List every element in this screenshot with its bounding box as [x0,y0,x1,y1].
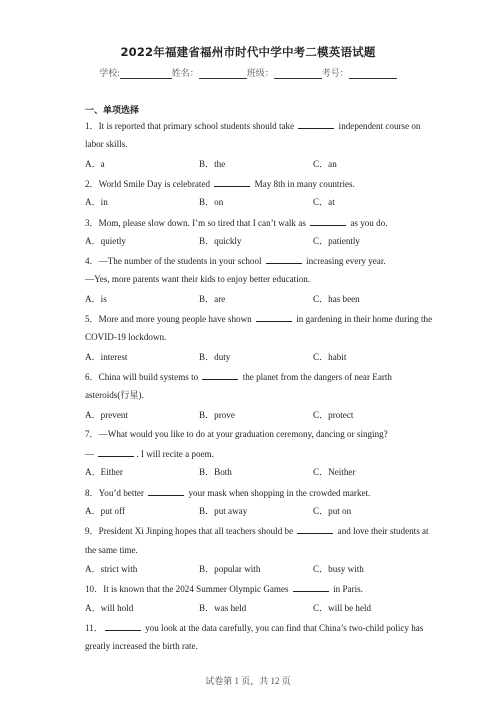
student-info-row [0,66,496,79]
question-text: — [85,449,97,460]
answer-blank [148,487,184,496]
question-text: independent course on [336,121,421,131]
question-line [85,371,392,383]
question-line [85,390,144,401]
question-line [85,525,429,537]
question-text: 5．More and more young people have shown [85,314,254,324]
question-line [85,487,370,499]
name-label: 姓名： [171,68,199,78]
question-text: your mask when shopping in the crowded market. [186,487,371,498]
answer-option: A．a [85,158,105,169]
school-blank [120,69,172,79]
question-text: COVID-19 lockdown. [85,332,167,343]
answer-option: C．protect [313,409,354,420]
question-line [85,583,363,595]
question-text: greatly increased the birth rate. [85,641,198,652]
question-text: 8．You’d better [85,487,147,498]
question-line [85,217,388,229]
question-line [85,139,127,150]
question-line [85,622,423,634]
question-text: you look at the data carefully, you can find that China’s two-child policy has [142,622,424,633]
question-text: 10．It is known that the 2024 Summer Olympic Games [85,584,291,595]
question-text: 11． [85,622,103,633]
answer-option: C．put on [313,506,352,516]
answer-option: C．an [313,158,337,169]
question-line [85,448,214,460]
question-text: the planet from the dangers of near Earth [240,371,392,382]
answer-option: B．was held [199,602,247,613]
answer-blank [202,371,238,380]
question-text: as you do. [348,217,388,228]
answer-option: A．Either [85,467,123,478]
answer-option: B．prove [199,409,235,420]
answer-option: C．has been [313,293,360,304]
answer-option: A．strict with [85,563,138,574]
page-title: 2022年福建省福州市时代中学中考二模英语试题 [120,45,376,59]
question-text: 3．Mom, please slow down. I’m so tired that I can’t walk as [85,217,309,228]
answer-option: C．patiently [313,235,360,246]
question-text: increasing every year. [303,256,386,267]
school-label: 学校: [99,68,120,78]
exam-no-blank [349,69,397,79]
question-line [85,429,388,440]
answer-option: B．are [199,293,226,304]
answer-blank [214,178,250,187]
question-text: 9．President Xi Jinping hopes that all teachers should be [85,526,296,537]
answer-blank [310,217,346,226]
answer-option: C．at [313,197,335,208]
question-text: labor skills. [85,139,128,150]
page-footer: 试卷第 1 页，共 12 页 [205,676,291,686]
answer-option: C．busy with [313,563,364,574]
answer-option: C．will be held [313,602,372,613]
question-text: 7．—What would you like to do at your graduation ceremony, dancing or singing? [85,428,388,439]
answer-blank [105,622,141,631]
question-text: . I will recite a poem. [136,449,214,460]
question-text: in gardening in their home during the [293,314,433,324]
answer-blank [298,120,334,129]
question-text: 1．It is reported that primary school students should take [85,121,297,131]
answer-blank [297,525,333,534]
question-text: in Paris. [330,584,363,595]
answer-option: B．popular with [199,563,261,574]
question-line [85,255,386,267]
answer-option: A．interest [85,351,128,362]
question-text: 4．—The number of the students in your school [85,256,264,267]
question-line [85,545,138,556]
class-blank [274,69,322,79]
answer-option: A．in [85,197,108,208]
question-line [85,313,432,325]
answer-option: B．Both [199,467,232,478]
exam-no-label: 考号： [321,68,349,78]
answer-option: C．habit [313,351,347,362]
answer-blank [293,583,329,592]
question-text: and love their students at [335,526,429,537]
section-heading: 一、单项选择 [85,106,140,116]
class-label: 班级： [246,68,274,78]
name-blank [199,69,247,79]
answer-option: A．prevent [85,409,128,420]
answer-blank [266,255,302,264]
answer-option: A．put off [85,506,125,516]
answer-option: B．duty [199,351,231,362]
question-text: 6．China will build systems to [85,371,201,382]
question-line [85,641,198,652]
question-line [85,120,420,132]
question-text: the same time. [85,544,138,555]
question-text: —Yes, more parents want their kids to enjoy better education. [85,274,311,285]
answer-option: C．Neither [313,467,356,478]
answer-option: B．quickly [199,235,242,246]
answer-blank [256,313,292,322]
question-line [85,274,310,285]
answer-blank [98,448,134,457]
question-text: asteroids(行星). [85,390,144,401]
question-text: May 8th in many countries. [252,178,355,189]
question-text: 2．World Smile Day is celebrated [85,178,213,189]
answer-option: B．on [199,197,224,208]
answer-option: B．the [199,158,226,169]
answer-option: A．is [85,293,107,304]
answer-option: B．put away [199,506,248,516]
question-line [85,332,166,343]
question-line [85,178,355,190]
answer-option: A．quietly [85,235,126,246]
answer-option: A．will hold [85,602,134,613]
